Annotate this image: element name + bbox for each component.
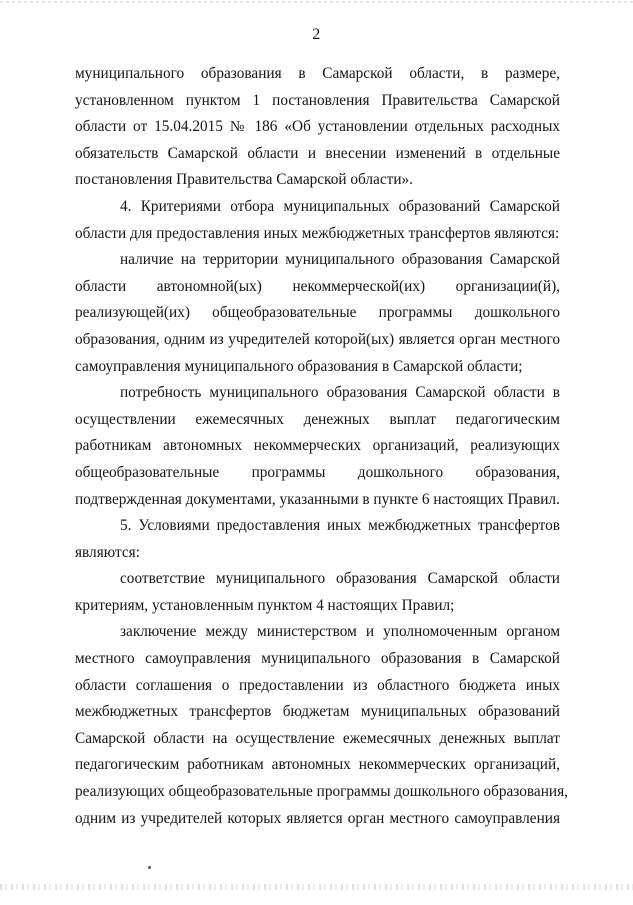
text-line: являются: <box>75 543 140 561</box>
section-4-heading-line: 4. Критериями отбора муниципальных образований Самарской <box>120 197 560 215</box>
text-line: образования, одним из учредителей которой(ых) является орган местного <box>75 330 560 348</box>
text-line: одним из учредителей которых является орган местного самоуправления <box>75 809 560 827</box>
text-line: Самарской области на осуществление ежемесячных денежных выплат <box>75 729 560 747</box>
text-line: межбюджетных трансфертов бюджетам муниципальных образований <box>75 703 560 721</box>
text-line: обязательств Самарской области и внесении изменений в отдельные <box>75 144 560 162</box>
text-line: критериям, установленным пунктом 4 настоящих Правил; <box>75 596 455 614</box>
text-line: области для предоставления иных межбюджетных трансфертов являются: <box>75 224 560 242</box>
text-line: заключение между министерством и уполномоченным органом <box>120 623 560 641</box>
text-line: муниципального образования в Самарской области, в размере, <box>75 65 560 82</box>
text-line: области соглашения о предоставлении из областного бюджета иных <box>75 676 560 694</box>
text-line: реализующей(их) общеобразовательные программы дошкольного <box>75 304 560 322</box>
scan-top-edge <box>0 1 633 3</box>
text-line: установленном пунктом 1 постановления Правительства Самарской <box>75 91 560 109</box>
text-line: постановления Правительства Самарской области». <box>75 171 413 189</box>
text-line: самоуправления муниципального образования в Самарской области; <box>75 357 523 375</box>
section-5-heading-line: 5. Условиями предоставления иных межбюджетных трансфертов <box>120 517 560 535</box>
text-line: реализующих общеобразовательные программы дошкольного образования, <box>75 783 568 801</box>
scan-speck <box>148 866 151 869</box>
text-line: осуществлении ежемесячных денежных выплат педагогическим <box>75 410 560 428</box>
text-line: подтвержденная документами, указанными в пункте 6 настоящих Правил. <box>75 490 560 508</box>
document-body <box>75 61 568 832</box>
text-line: общеобразовательные программы дошкольного образования, <box>75 463 560 481</box>
text-line: соответствие муниципального образования Самарской области <box>120 570 560 588</box>
text-line: наличие на территории муниципального образования Самарской <box>120 251 560 269</box>
text-line: местного самоуправления муниципального образования в Самарской <box>75 650 560 668</box>
text-line: потребность муниципального образования Самарской области в <box>120 384 560 402</box>
text-line: области от 15.04.2015 № 186 «Об установлении отдельных расходных <box>75 118 560 136</box>
text-line: работникам автономных некоммерческих организаций, реализующих <box>75 437 560 455</box>
page-number: 2 <box>312 26 321 43</box>
text-line: педагогическим работникам автономных некоммерческих организаций, <box>75 756 560 774</box>
scan-bottom-edge <box>0 884 633 890</box>
text-line: области автономной(ых) некоммерческой(их) организации(й), <box>75 277 560 295</box>
